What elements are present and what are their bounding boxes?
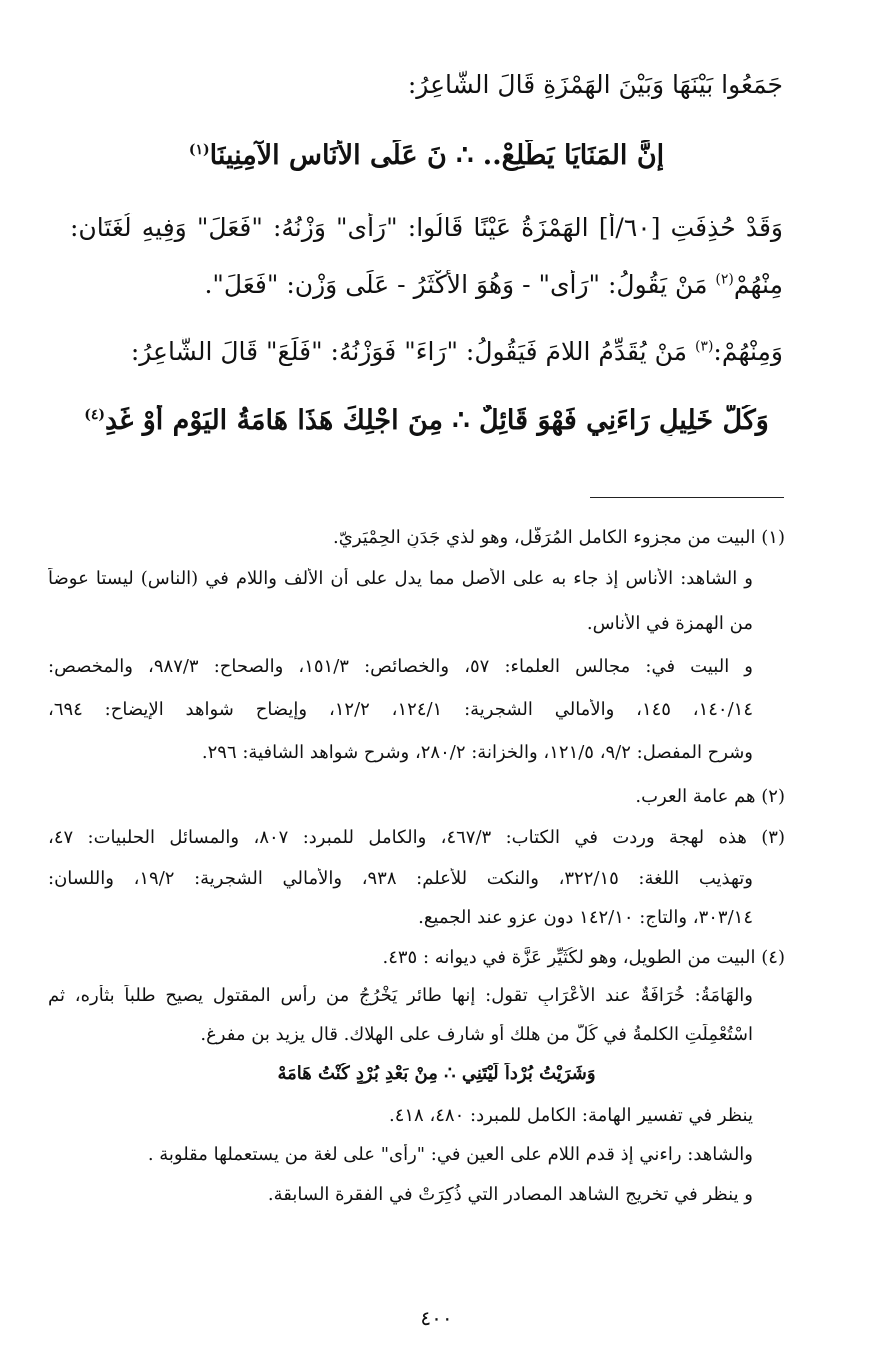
main-text-line-5 [70, 337, 783, 366]
footnote-4-line-6: والشاهد: راءني إذ قدم اللام على العين في: "رأى" على لغة من يستعملها مقلوبة . [147, 1144, 753, 1165]
verse-2 [70, 405, 783, 436]
footnote-ref-2: (٢) [715, 271, 734, 288]
main-text-line-4-start: مِنْهُمْ [733, 270, 783, 299]
main-text-line-3: وَقَدْ حُذِفَتِ [٦٠/أ] الهَمْزَةُ عَيْنًا قَالُوا: "رَأَى" وَزْنُهُ: "فَعَلَ" وَفِيهِ لُغَتَانِ: [70, 213, 783, 242]
verse-1 [70, 140, 783, 171]
footnote-4-line-5: ينظر في تفسير الهامة: الكامل للمبرد: ٤٨٠، ٤١٨. [388, 1105, 753, 1126]
footnote-3-line-2: وتهذيب اللغة: ٣٢٢/١٥، والنكت للأعلم: ٩٣٨، والأمالي الشجرية: ١٩/٢، واللسان: [48, 868, 753, 889]
footnote-1-line-5: ١٤٠/١٤، ١٤٥، والأمالي الشجرية: ١٢٤/١، ١٢/٢، وإيضاح شواهد الإيضاح: ٦٩٤، [48, 699, 753, 720]
footnote-1-line-6: وشرح المفصل: ٩/٢، ١٢١/٥، والخزانة: ٢٨٠/٢، وشرح شواهد الشافية: ٢٩٦. [201, 742, 753, 763]
footnote-ref-1: (١) [188, 142, 210, 158]
footnote-ref-4: (٤) [84, 407, 105, 423]
footnote-4-line-2: والهَامَةُ: خُرَافَةٌ عند الأَعْرَابِ تقول: إنها طائر يَخْرُجُ من رأس المقتول يصيح طلباً بثأره، ثم [48, 985, 753, 1006]
page-number: ٤٠٠ [420, 1306, 453, 1330]
main-text-line-4 [70, 270, 783, 299]
main-text-line-5-start: وَمِنْهُمْ: [713, 337, 783, 366]
footnote-2-line-1: (٢) هم عامة العرب. [635, 786, 785, 807]
footnote-separator [590, 497, 784, 498]
footnote-ref-3: (٣) [694, 338, 714, 355]
footnote-1-line-2: و الشاهد: الأناس إذ جاء به على الأصل مما يدل على أن الألف واللام في (الناس) ليستا عوضاً [48, 568, 753, 589]
footnote-1-line-4: و البيت في: مجالس العلماء: ٥٧، والخصائص: ١٥١/٣، والصحاح: ٩٨٧/٣، والمخصص: [48, 656, 753, 677]
main-text-line-4-rest: مَنْ يَقُولُ: "رَأَى" - وَهُوَ الأَكْثَرُ - عَلَى وَزْنِ: "فَعَلَ". [204, 270, 716, 299]
footnote-4-verse: وَشَرَيْتُ بُرْداً لَيْتَنِي ∴ مِنْ بَعْدِ بُرْدٍ كُنْتُ هَامَهْ [277, 1063, 596, 1084]
footnote-1-line-1: (١) البيت من مجزوء الكامل المُرَفَّل، وهو لذي جَدَنٍ الحِمْيَرِيّ. [333, 527, 785, 548]
footnote-3-line-3: ٣٠٣/١٤، والتاج: ١٤٢/١٠ دون عزو عند الجميع. [418, 907, 753, 928]
main-text-line-1: جَمَعُوا بَيْنَهَا وَبَيْنَ الهَمْزَةِ قَالَ الشَّاعِرُ: [407, 70, 783, 99]
verse-1-text: إِنَّ المَنَايَا يَطَّلِعْ.. ∴ نَ عَلَى الأُنَاسِ الآمِنِينَا [209, 140, 665, 171]
main-text-line-5-rest: مَنْ يُقَدِّمُ اللامَ فَيَقُولُ: "رَاءَ" فَوَزْنُهُ: "فَلَعَ" قَالَ الشَّاعِرُ: [130, 337, 695, 366]
footnote-1-line-3: من الهمزة في الأناس. [586, 613, 753, 634]
footnote-3-line-1: (٣) هذه لهجة وردت في الكتاب: ٤٦٧/٣، والكامل للمبرد: ٨٠٧، والمسائل الحلبيات: ٤٧، [48, 827, 785, 848]
footnote-4-line-1: (٤) البيت من الطويل، وهو لكُثَيِّرٍ عَزَّة في ديوانه : ٤٣٥. [382, 947, 785, 968]
footnote-4-line-3: اسْتُعْمِلَتِ الكلمةُ في كُلّ من هلك أو شارف على الهلاك. قال يزيد بن مفرغ. [200, 1024, 753, 1045]
verse-2-text: وَكُلُّ خَلِيلٍ رَاءَنِي فَهْوَ قَائِلٌ ∴ مِنَ اجْلِكَ هَذَا هَامَةُ اليَوْمِ أَوْ غَدِ [105, 405, 769, 436]
footnote-4-line-7: و ينظر في تخريج الشاهد المصادر التي ذُكِرَتْ في الفقرة السابقة. [267, 1184, 753, 1205]
